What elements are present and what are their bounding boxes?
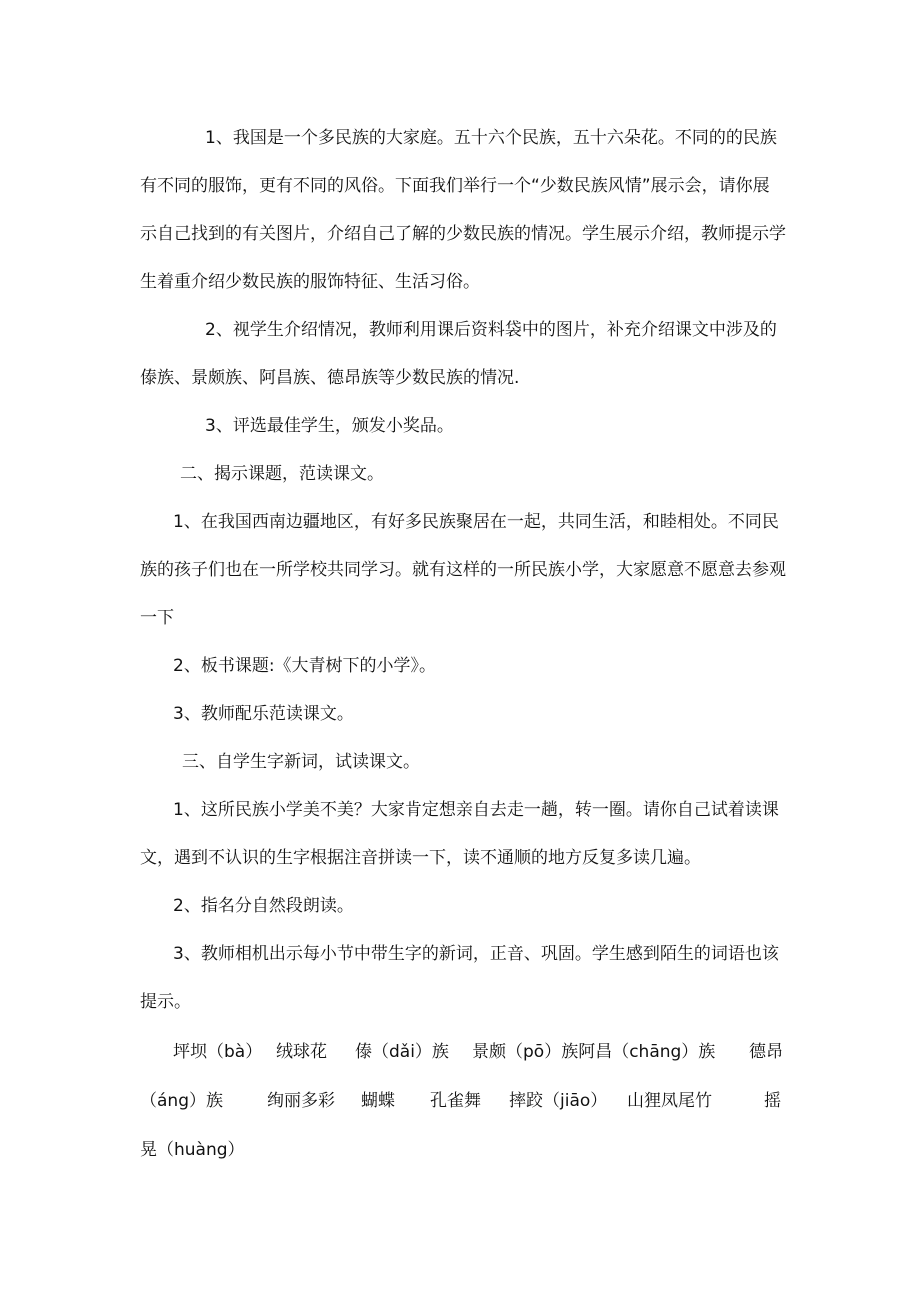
paragraph-line: 生着重介绍少数民族的服饰特征、生活习俗。 — [140, 272, 480, 292]
section-heading: 二、揭示课题，范读课文。 — [180, 464, 384, 484]
vocab-word: 绚丽多彩 — [267, 1091, 335, 1111]
vocab-word: 傣（dǎi）族 — [355, 1042, 449, 1062]
paragraph-line: 3、教师相机出示每小节中带生字的新词，正音、巩固。学生感到陌生的词语也该 — [173, 944, 779, 964]
paragraph-line: 傣族、景颇族、阿昌族、德昂族等少数民族的情况. — [140, 368, 520, 388]
paragraph-line: 1、在我国西南边疆地区，有好多民族聚居在一起，共同生活，和睦相处。不同民 — [173, 512, 779, 532]
vocab-word: 坪坝（bà） — [173, 1042, 263, 1062]
vocab-word: （áng）族 — [140, 1091, 223, 1111]
paragraph-line: 示自己找到的有关图片，介绍自己了解的少数民族的情况。学生展示介绍，教师提示学 — [140, 224, 786, 244]
paragraph-line: 有不同的服饰，更有不同的风俗。下面我们举行一个“少数民族风情”展示会，请你展 — [140, 176, 770, 196]
vocab-word: 孔雀舞 — [430, 1091, 481, 1111]
paragraph-line: 2、视学生介绍情况，教师利用课后资料袋中的图片，补充介绍课文中涉及的 — [205, 320, 777, 340]
paragraph-line: 一下 — [140, 608, 174, 628]
section-heading: 三、自学生字新词，试读课文。 — [182, 752, 420, 772]
paragraph-line: 2、指名分自然段朗读。 — [173, 896, 354, 916]
paragraph-line: 提示。 — [140, 992, 191, 1012]
paragraph-line: 族的孩子们也在一所学校共同学习。就有这样的一所民族小学，大家愿意不愿意去参观 — [140, 560, 786, 580]
vocab-word: 晃（huàng） — [140, 1140, 245, 1160]
vocab-word: 蝴蝶 — [361, 1091, 395, 1111]
paragraph-line: 文，遇到不认识的生字根据注音拼读一下，读不通顺的地方反复多读几遍。 — [140, 848, 701, 868]
vocab-word: 山狸凤尾竹 — [627, 1091, 712, 1111]
paragraph-line: 3、评选最佳学生，颁发小奖品。 — [205, 416, 454, 436]
vocab-word: 摇 — [764, 1091, 781, 1111]
vocab-word: 摔跤（jiāo） — [509, 1091, 608, 1111]
paragraph-line: 2、板书课题:《大青树下的小学》。 — [173, 656, 437, 676]
vocab-word: 德昂 — [749, 1042, 783, 1062]
paragraph-line: 1、我国是一个多民族的大家庭。五十六个民族，五十六朵花。不同的的民族 — [205, 128, 777, 148]
paragraph-line: 3、教师配乐范读课文。 — [173, 704, 354, 724]
vocab-word: 景颇（pō）族阿昌（chāng）族 — [472, 1042, 716, 1062]
paragraph-line: 1、这所民族小学美不美？大家肯定想亲自去走一趟，转一圈。请你自己试着读课 — [173, 800, 779, 820]
vocab-word: 绒球花 — [276, 1042, 327, 1062]
